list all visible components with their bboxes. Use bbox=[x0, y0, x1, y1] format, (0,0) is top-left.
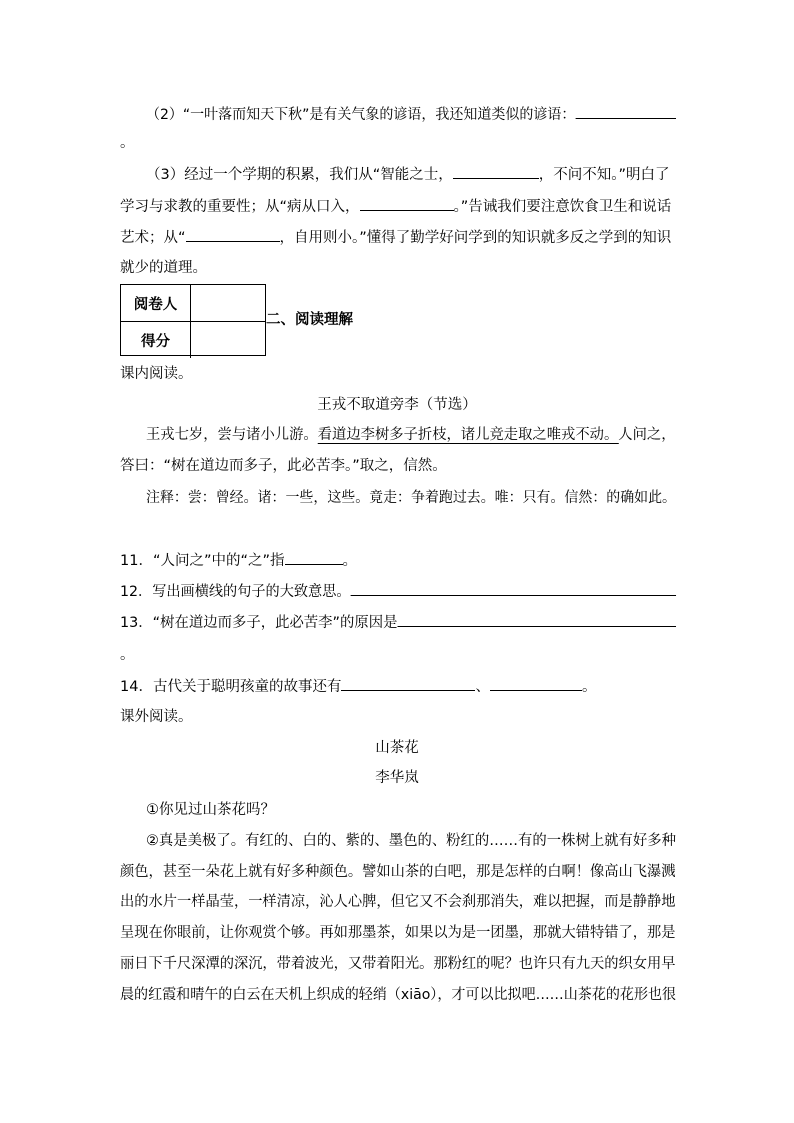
q2-line bbox=[146, 104, 676, 125]
score-cell[interactable] bbox=[191, 322, 265, 358]
article-line: ②真是美极了。有红的、白的、紫的、墨色的、粉红的……有的一株树上就有好多种 bbox=[146, 833, 677, 849]
q3-line-2: 学习与求教的重要性；从“病从口入， 。”告诫我们要注意饮食卫生和说话 bbox=[120, 196, 671, 217]
section-title: 二、阅读理解 bbox=[266, 312, 353, 328]
q3-blank-2[interactable] bbox=[360, 196, 454, 211]
intra-note: 注释：尝：曾经。诸：一些，这些。竟走：争着跑过去。唯：只有。信然：的确如此。 bbox=[146, 490, 677, 506]
article-line: 晨的红霞和晴午的白云在天机上织成的轻绡（xiāo），才可以比拟吧……山茶花的花形也很 bbox=[120, 987, 677, 1003]
q2-answer-blank[interactable] bbox=[575, 104, 675, 119]
intra-reading-label: 课内阅读。 bbox=[120, 366, 193, 382]
score-label: 得分 bbox=[121, 322, 191, 358]
q2-end: 。 bbox=[120, 135, 135, 151]
article-line: 呈现在你眼前，让你观赏个够。再如那墨茶，如果以为是一团墨，那就大错特错了，那是 bbox=[120, 925, 676, 941]
score-table-row-score bbox=[121, 321, 265, 358]
score-table bbox=[120, 284, 266, 356]
q11-line: 11．“人问之”中的“之”指 。 bbox=[120, 550, 357, 571]
article-line: 丽日下千尺深潭的深沉，带着波光，又带着阳光。那粉红的呢？也许只有九天的织女用早 bbox=[120, 956, 676, 972]
q13-line: 13．“树在道边而多子，此必苦李”的原因是 bbox=[120, 612, 676, 633]
q14-answer-blank-1[interactable] bbox=[341, 676, 475, 691]
q12-answer-blank[interactable] bbox=[351, 581, 676, 596]
extra-reading-label: 课外阅读。 bbox=[120, 709, 193, 725]
q13-end: 。 bbox=[120, 647, 135, 663]
intra-paragraph-1: 王戎七岁，尝与诸小儿游。看道边李树多子折枝，诸儿竞走取之唯戎不动。人问之， bbox=[146, 427, 676, 443]
q3-blank-1[interactable] bbox=[453, 164, 539, 179]
underlined-sentence: 看道边李树多子折枝，诸儿竞走取之唯戎不动。 bbox=[317, 427, 619, 443]
article-line: ①你见过山茶花吗？ bbox=[146, 802, 275, 818]
article-line: 出的水片一样晶莹，一样清凉，沁人心脾，但它又不会刹那消失，难以把握，而是静静地 bbox=[120, 894, 676, 910]
q14-answer-blank-2[interactable] bbox=[490, 676, 582, 691]
intra-reading-title: 王戎不取道旁李（节选） bbox=[317, 397, 477, 413]
extra-reading-author: 李华岚 bbox=[375, 770, 419, 786]
q11-answer-blank[interactable] bbox=[285, 550, 343, 565]
q14-line: 14．古代关于聪明孩童的故事还有 、 。 bbox=[120, 676, 596, 697]
reviewer-label: 阅卷人 bbox=[121, 285, 191, 321]
q3-blank-3[interactable] bbox=[186, 227, 280, 242]
reviewer-cell[interactable] bbox=[191, 285, 265, 321]
q3-line-4: 就少的道理。 bbox=[120, 260, 207, 276]
score-table-row-reviewer bbox=[121, 285, 265, 321]
q13-answer-blank[interactable] bbox=[397, 612, 675, 627]
q3-line-3: 艺术；从“ ，自用则小。”懂得了勤学好问学到的知识就多反之学到的知识 bbox=[120, 227, 671, 248]
q2-text: （2）“一叶落而知天下秋”是有关气象的谚语，我还知道类似的谚语： bbox=[146, 107, 576, 123]
q3-line-1: （3）经过一个学期的积累，我们从“智能之士， ，不问不知。”明白了 bbox=[146, 164, 670, 185]
extra-reading-title: 山茶花 bbox=[375, 740, 419, 756]
intra-paragraph-2: 答曰：“树在道边而多子，此必苦李。”取之，信然。 bbox=[120, 458, 447, 474]
article-line: 颜色，甚至一朵花上就有好多种颜色。譬如山茶的白吧，那是怎样的白啊！像高山飞瀑溅 bbox=[120, 864, 676, 880]
q12-line: 12．写出画横线的句子的大致意思。 bbox=[120, 581, 676, 602]
